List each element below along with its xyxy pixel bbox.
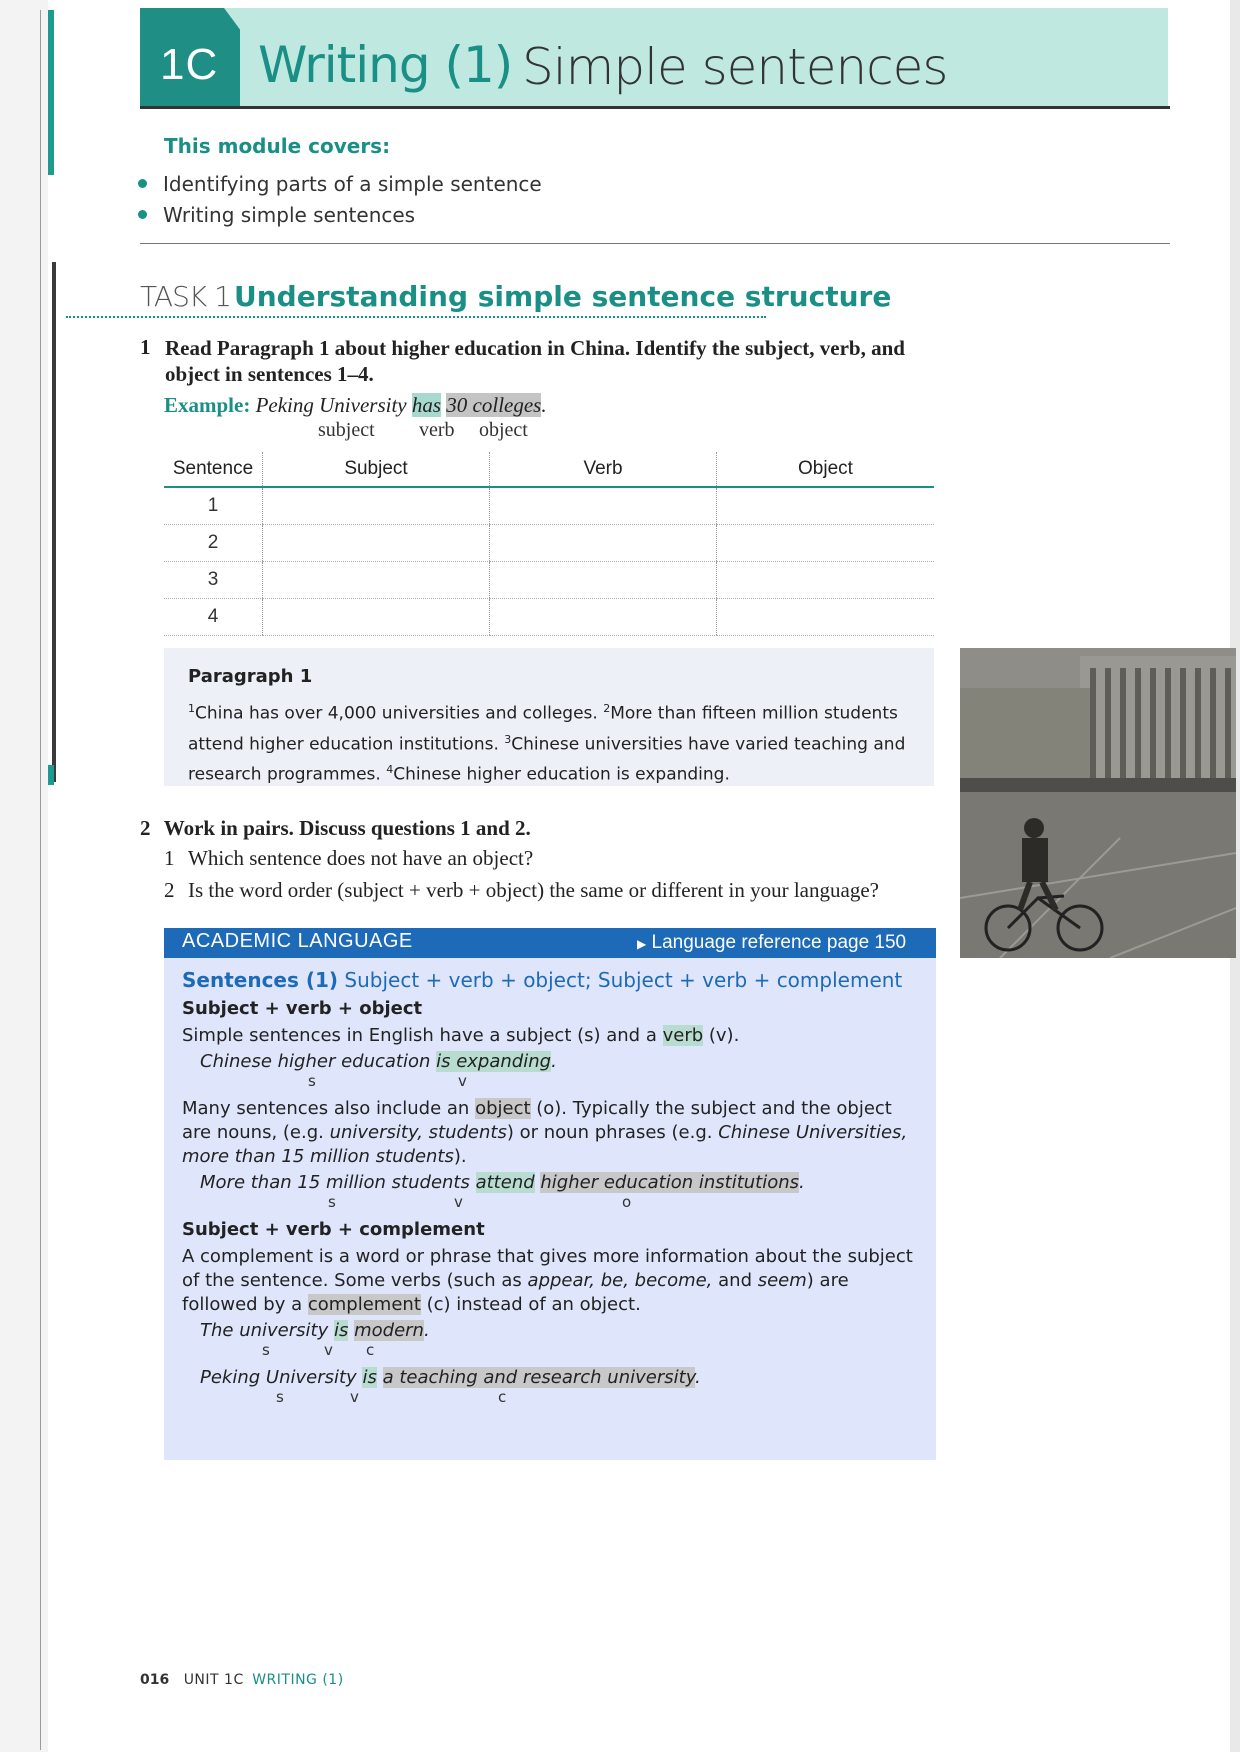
- bullet-icon: [138, 210, 147, 219]
- page-number: 016: [140, 1672, 170, 1688]
- dotted-rule: [66, 316, 766, 318]
- svo-paragraph-2: Many sentences also include an object (o). Typically the subject and the object are nouns, (e.g. university, students) or noun phrases (e.g. Chinese Universities, more than 15 million students).: [182, 1098, 908, 1167]
- module-covers-list: [138, 168, 542, 230]
- question-2: [140, 816, 531, 841]
- footer-unit: UNIT 1C: [183, 1672, 244, 1688]
- question-text: Work in pairs. Discuss questions 1 and 2.: [163, 816, 531, 840]
- module-covers-heading: This module covers:: [164, 134, 391, 158]
- sentences-title: Sentences (1) Subject + verb + object; Subject + verb + complement: [182, 968, 903, 992]
- answer-cell[interactable]: [717, 599, 935, 636]
- table-row: 3: [164, 562, 934, 599]
- answer-cell[interactable]: [490, 562, 717, 599]
- column-header: Verb: [490, 452, 717, 487]
- question-number: 1: [140, 335, 151, 359]
- task-title: Understanding simple sentence structure: [234, 280, 892, 313]
- unit-code: 1C: [160, 40, 219, 89]
- svc-paragraph: A complement is a word or phrase that gives more information about the subject of the sentence. Some verbs (such as appear, be, become, and seem) are followed by a complement (c) instead of an object.: [182, 1246, 913, 1315]
- list-item: Writing simple sentences: [138, 199, 542, 230]
- answer-cell[interactable]: [490, 487, 717, 525]
- example-label: Example:: [164, 393, 251, 417]
- answer-cell[interactable]: [263, 599, 490, 636]
- page-title: Writing (1): [258, 36, 513, 94]
- list-item: 1 Which sentence does not have an object?: [164, 846, 534, 870]
- example-line: The university is modern.: [200, 1320, 430, 1341]
- role-labels: s v: [308, 1072, 467, 1090]
- role-labels: s v o: [328, 1193, 632, 1211]
- role-labels: s v c: [276, 1388, 507, 1406]
- question-2-items: [164, 846, 879, 910]
- list-item: Identifying parts of a simple sentence: [138, 168, 542, 199]
- column-header: Object: [717, 452, 935, 487]
- binding-line: [40, 10, 41, 1750]
- page-footer: [140, 1672, 344, 1688]
- answer-cell[interactable]: [490, 525, 717, 562]
- role-verb: verb: [419, 419, 455, 441]
- section-divider: [140, 243, 1170, 244]
- example-line: Chinese higher education is expanding.: [200, 1051, 557, 1072]
- binding-shadow: [52, 262, 56, 782]
- header-rule: [140, 106, 1170, 109]
- answer-cell[interactable]: [717, 562, 935, 599]
- svo-heading: Subject + verb + object: [182, 998, 423, 1019]
- binding-accent-small: [48, 765, 54, 785]
- binding-accent: [48, 10, 54, 175]
- example-subject: Peking University: [255, 393, 407, 417]
- role-object: object: [479, 419, 528, 441]
- answer-cell[interactable]: [263, 487, 490, 525]
- example-sentence: Example: Peking University has 30 colleges.: [164, 393, 547, 417]
- role-labels: s v c: [262, 1341, 375, 1359]
- example-verb: has: [411, 393, 442, 417]
- answer-cell[interactable]: [263, 525, 490, 562]
- role-subject: subject: [318, 419, 375, 441]
- list-item: 2 Is the word order (subject + verb + object) the same or different in your language?: [164, 878, 879, 902]
- answer-cell[interactable]: [490, 599, 717, 636]
- language-reference-link[interactable]: ▶ Language reference page 150: [637, 932, 907, 953]
- answer-cell[interactable]: [717, 525, 935, 562]
- page-subtitle: Simple sentences: [522, 38, 948, 96]
- example-line: More than 15 million students attend higher education institutions.: [200, 1172, 805, 1193]
- answer-table: [164, 452, 934, 636]
- column-header: Sentence: [164, 452, 263, 487]
- example-line: Peking University is a teaching and research university.: [200, 1367, 701, 1388]
- table-row: 1: [164, 487, 934, 525]
- answer-cell[interactable]: [263, 562, 490, 599]
- academic-language-heading: ACADEMIC LANGUAGE: [182, 930, 413, 952]
- paragraph-text: $^1$China has over 4,000 universities and colleges. $^2$More than fifteen million students attend higher education institutions. $^3$Chinese universities have varied teaching and research programmes. $^4$Chinese higher education is expanding.: [188, 702, 906, 785]
- question-number: 2: [140, 816, 151, 840]
- cyclist-photo-illustration: [960, 648, 1236, 958]
- svc-heading: Subject + verb + complement: [182, 1219, 485, 1240]
- triangle-right-icon: ▶: [637, 937, 647, 951]
- table-row: 4: [164, 599, 934, 636]
- column-header: Subject: [263, 452, 490, 487]
- answer-cell[interactable]: [717, 487, 935, 525]
- task-label: TASK 1: [140, 280, 231, 313]
- svo-paragraph-1: Simple sentences in English have a subject (s) and a verb (v).: [182, 1025, 740, 1046]
- table-row: 2: [164, 525, 934, 562]
- example-object: 30 colleges: [446, 393, 542, 417]
- campus-photo: [960, 648, 1236, 958]
- paragraph-title: Paragraph 1: [188, 666, 313, 687]
- academic-language-body: [182, 968, 922, 1408]
- footer-section: WRITING (1): [252, 1672, 344, 1688]
- bullet-icon: [138, 179, 147, 188]
- question-text: Read Paragraph 1 about higher education in China. Identify the subject, verb, and object in sentences 1–4.: [165, 336, 905, 386]
